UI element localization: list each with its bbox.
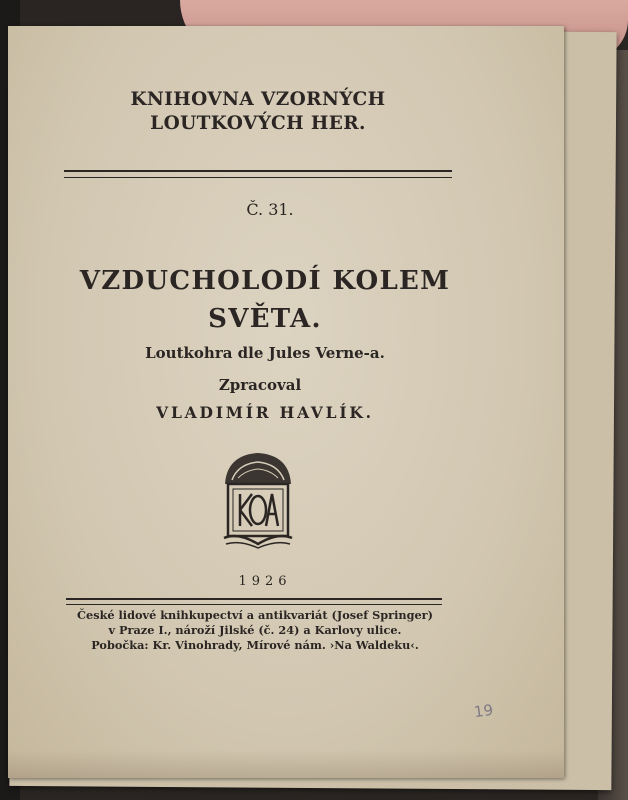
publisher-line: Pobočka: Kr. Vinohrady, Mírové nám. ›Na Waldeku‹. (91, 638, 419, 652)
booklet-cover (8, 26, 564, 778)
publisher-emblem-icon (218, 450, 298, 550)
author-name: VLADIMÍR HAVLÍK. (156, 403, 374, 422)
series-title: KNIHOVNA VZORNÝCH LOUTKOVÝCH HER. (130, 89, 386, 134)
pencil-annotation: 19 (472, 700, 495, 722)
publication-year: 1926 (238, 574, 292, 589)
publisher-block (60, 608, 450, 653)
adapted-by-label: Zpracoval (218, 376, 302, 394)
publisher-line: v Praze I., nároží Jilské (č. 24) a Karlovy ulice. (108, 623, 402, 637)
worn-bottom-edge (8, 750, 564, 778)
subtitle: Loutkohra dle Jules Verne-a. (145, 344, 385, 362)
double-rule-top (64, 170, 452, 178)
book-title: VZDUCHOLODÍ KOLEM SVĚTA. (79, 266, 451, 334)
double-rule-bottom (66, 598, 442, 605)
publisher-line: České lidové knihkupectví a antikvariát (Josef Springer) (77, 608, 433, 622)
volume-number: Č. 31. (246, 200, 294, 219)
